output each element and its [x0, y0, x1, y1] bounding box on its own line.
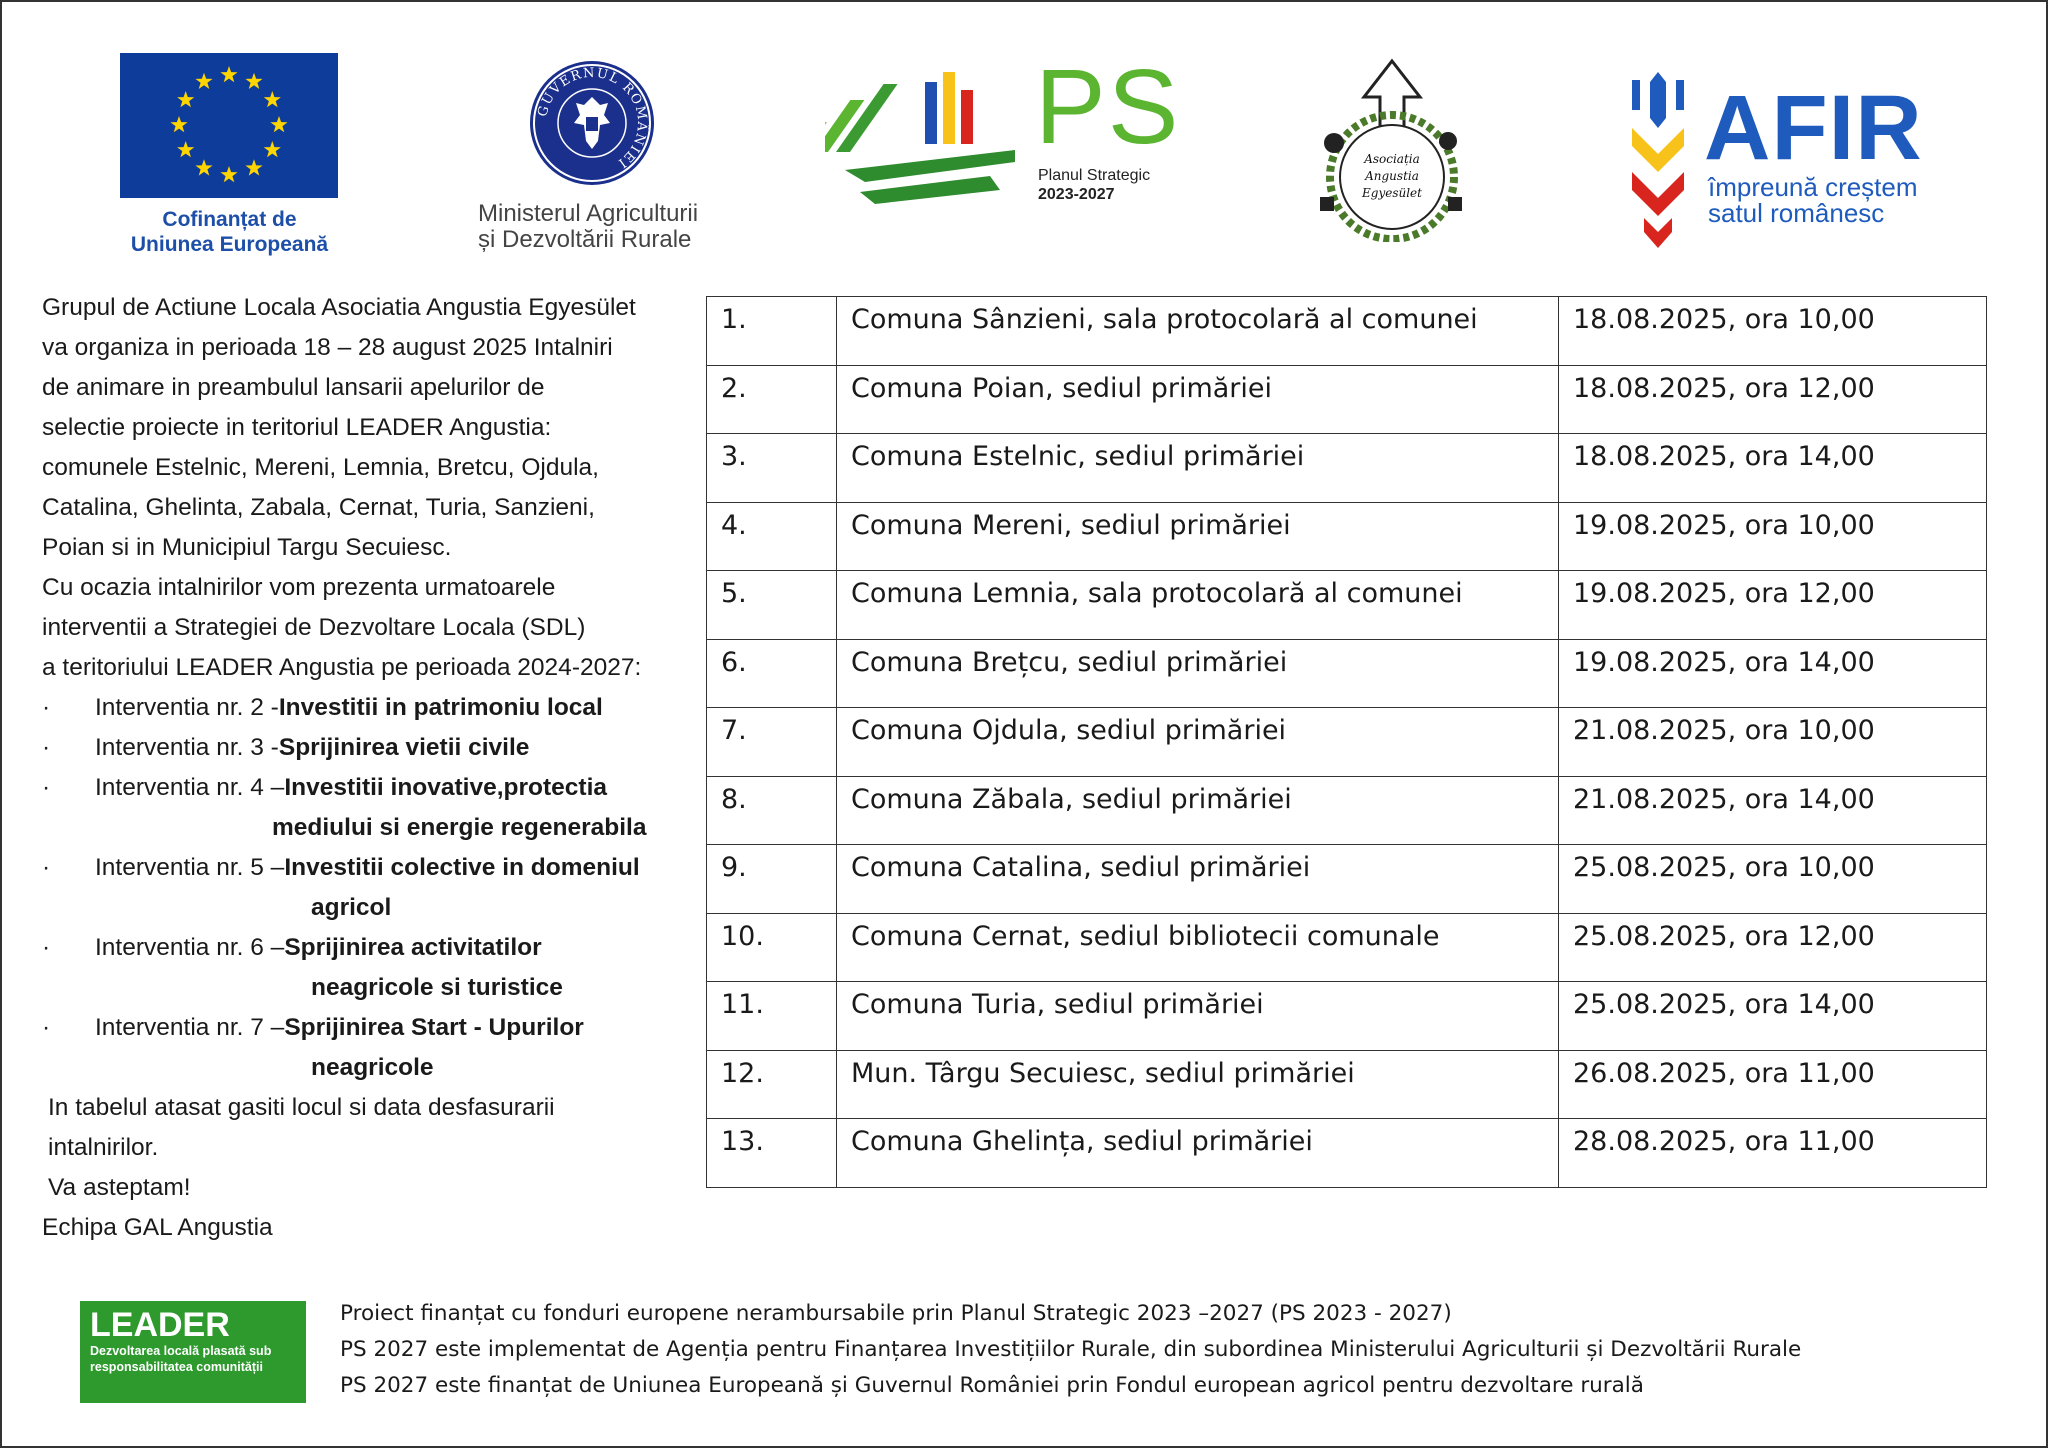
intro-line: va organiza in perioada 18 – 28 august 2025 Intalniri: [42, 334, 613, 361]
intro-line: comunele Estelnic, Mereni, Lemnia, Bretcu, Ojdula,: [42, 454, 599, 481]
seal-ring-text: GUVERNUL ROMÂNIEI: [535, 65, 650, 171]
schedule-row: [707, 297, 1987, 366]
leader-title: LEADER: [90, 1306, 230, 1344]
afir-name: AFIR: [1704, 77, 1923, 179]
intro-line: Cu ocazia intalnirilor vom prezenta urmatoarele: [42, 574, 556, 601]
schedule-row: [707, 1050, 1987, 1119]
funding-line: PS 2027 este implementat de Agenția pentru Finanțarea Investițiilor Rurale, din subordinea Ministerului Agriculturii și Dezvoltării Rurale: [340, 1337, 1802, 1362]
funding-statement: [340, 1296, 1801, 1404]
meeting-datetime: 28.08.2025, ora 11,00: [1559, 1119, 1987, 1188]
bullet: ·: [42, 854, 51, 881]
meeting-datetime: 25.08.2025, ora 12,00: [1559, 913, 1987, 982]
row-number: 3.: [707, 434, 837, 503]
intervention-number: Interventia nr. 4 –: [95, 774, 285, 801]
government-seal-logo: [528, 59, 656, 187]
meeting-datetime: 25.08.2025, ora 10,00: [1559, 845, 1987, 914]
eu-flag-logo: [120, 53, 338, 198]
eu-caption-line: Cofinanțat de: [162, 208, 297, 231]
meeting-location: Comuna Ojdula, sediul primăriei: [837, 708, 1559, 777]
afir-tagline-line: satul românesc: [1708, 198, 1885, 228]
intervention-number: Interventia nr. 5 –: [95, 854, 285, 881]
funding-line: Proiect finanțat cu fonduri europene nerambursabile prin Planul Strategic 2023 –2027 (PS 2023 - 2027): [340, 1301, 1452, 1326]
intervention-number: Interventia nr. 6 –: [95, 934, 285, 961]
meeting-datetime: 18.08.2025, ora 14,00: [1559, 434, 1987, 503]
meeting-datetime: 18.08.2025, ora 12,00: [1559, 365, 1987, 434]
intro-line: Poian si in Municipiul Targu Secuiesc.: [42, 534, 452, 561]
intro-line: de animare in preambulul lansarii apelurilor de: [42, 374, 545, 401]
row-number: 9.: [707, 845, 837, 914]
intervention-item: [42, 928, 702, 968]
eu-star-icon: [195, 73, 212, 89]
eu-star-icon: [270, 116, 287, 132]
meeting-datetime: 21.08.2025, ora 14,00: [1559, 776, 1987, 845]
meeting-datetime: 18.08.2025, ora 10,00: [1559, 297, 1987, 366]
schedule-row: [707, 845, 1987, 914]
ps-years: 2023-2027: [1038, 186, 1115, 203]
intervention-title-continued: mediului si energie regenerabila: [272, 814, 647, 841]
row-number: 13.: [707, 1119, 837, 1188]
ps-subtitle: [1038, 166, 1150, 204]
schedule-row: [707, 708, 1987, 777]
bullet: ·: [42, 694, 51, 721]
schedule-row: [707, 365, 1987, 434]
ministry-caption-line: și Dezvoltării Rurale: [478, 226, 692, 253]
assoc-name-line: Angustia: [1365, 169, 1419, 183]
meeting-location: Comuna Brețcu, sediul primăriei: [837, 639, 1559, 708]
meeting-location: Comuna Turia, sediul primăriei: [837, 982, 1559, 1051]
bullet: ·: [42, 774, 51, 801]
eu-star-icon: [177, 141, 194, 157]
closing-line: Va asteptam!: [48, 1174, 191, 1201]
afir-tagline-line: împreună creștem: [1708, 172, 1918, 202]
schedule-row: [707, 1119, 1987, 1188]
afir-emblem: [1630, 72, 1686, 248]
row-number: 2.: [707, 365, 837, 434]
meeting-datetime: 19.08.2025, ora 14,00: [1559, 639, 1987, 708]
meeting-schedule-table: [706, 296, 1987, 1188]
intervention-title: Sprijinirea Start - Upurilor: [284, 1014, 584, 1041]
intervention-item: [42, 688, 702, 728]
closing-line: intalnirilor.: [48, 1134, 159, 1161]
meeting-location: Comuna Poian, sediul primăriei: [837, 365, 1559, 434]
funding-line: PS 2027 este finanțat de Uniunea Europeană și Guvernul României prin Fondul european agricol pentru dezvoltare rurală: [340, 1373, 1644, 1398]
intro-line: interventii a Strategiei de Dezvoltare Locala (SDL): [42, 614, 586, 641]
meeting-location: Comuna Ghelința, sediul primăriei: [837, 1119, 1559, 1188]
ps-title: Planul Strategic: [1038, 167, 1151, 184]
eu-star-icon: [264, 141, 281, 157]
meeting-location: Comuna Cernat, sediul bibliotecii comunale: [837, 913, 1559, 982]
eu-star-icon: [177, 91, 194, 107]
meeting-datetime: 19.08.2025, ora 10,00: [1559, 502, 1987, 571]
meeting-location: Mun. Târgu Secuiesc, sediul primăriei: [837, 1050, 1559, 1119]
meeting-location: Comuna Zăbala, sediul primăriei: [837, 776, 1559, 845]
intervention-title-continued: agricol: [311, 894, 392, 921]
intro-line: Catalina, Ghelinta, Zabala, Cernat, Turia, Sanzieni,: [42, 494, 595, 521]
announcement-text: [42, 288, 702, 1248]
intervention-title: Investitii colective in domeniul: [284, 854, 640, 881]
row-number: 12.: [707, 1050, 837, 1119]
ministry-caption-line: Ministerul Agriculturii: [478, 200, 699, 227]
signature: Echipa GAL Angustia: [42, 1214, 273, 1241]
bullet: ·: [42, 934, 51, 961]
intervention-title-continued: neagricole: [311, 1054, 434, 1081]
row-number: 6.: [707, 639, 837, 708]
intervention-title: Investitii inovative,protectia: [284, 774, 608, 801]
eu-star-icon: [245, 159, 262, 175]
bullet: ·: [42, 1014, 51, 1041]
eu-caption-line: Uniunea Europeană: [130, 233, 329, 256]
meeting-datetime: 21.08.2025, ora 10,00: [1559, 708, 1987, 777]
leader-subtitle-line: Dezvoltarea locală plasată sub: [90, 1344, 272, 1358]
schedule-row: [707, 913, 1987, 982]
meeting-location: Comuna Estelnic, sediul primăriei: [837, 434, 1559, 503]
row-number: 8.: [707, 776, 837, 845]
intro-line: selectie proiecte in teritoriul LEADER Angustia:: [42, 414, 552, 441]
leader-subtitle-line: responsabilitatea comunității: [90, 1360, 263, 1374]
leader-subtitle: [90, 1343, 306, 1375]
intervention-number: Interventia nr. 3 -: [95, 734, 279, 761]
meeting-datetime: 26.08.2025, ora 11,00: [1559, 1050, 1987, 1119]
intervention-title: Investitii in patrimoniu local: [278, 694, 603, 721]
ministry-caption: [478, 201, 748, 253]
eu-star-icon: [170, 116, 187, 132]
bullet: ·: [42, 734, 51, 761]
schedule-row: [707, 571, 1987, 640]
intervention-number: Interventia nr. 7 –: [95, 1014, 285, 1041]
leader-logo: [80, 1301, 306, 1403]
eu-star-icon: [195, 159, 212, 175]
meeting-location: Comuna Sânzieni, sala protocolară al comunei: [837, 297, 1559, 366]
intervention-item: [42, 1008, 702, 1048]
afir-tagline: [1708, 174, 1918, 226]
row-number: 10.: [707, 913, 837, 982]
intro-line: Grupul de Actiune Locala Asociatia Angustia Egyesület: [42, 294, 636, 321]
schedule-row: [707, 639, 1987, 708]
intervention-item: [42, 728, 702, 768]
meeting-location: Comuna Mereni, sediul primăriei: [837, 502, 1559, 571]
meeting-datetime: 25.08.2025, ora 14,00: [1559, 982, 1987, 1051]
meeting-location: Comuna Catalina, sediul primăriei: [837, 845, 1559, 914]
row-number: 5.: [707, 571, 837, 640]
closing-line: In tabelul atasat gasiti locul si data desfasurarii: [48, 1094, 555, 1121]
eu-star-icon: [264, 91, 281, 107]
meeting-location: Comuna Lemnia, sala protocolară al comunei: [837, 571, 1559, 640]
intervention-title-continued: neagricole si turistice: [311, 974, 563, 1001]
ps-letters: PS: [1035, 48, 1181, 166]
eu-star-icon: [220, 66, 237, 82]
eu-cofinancing-caption: [72, 207, 387, 257]
schedule-row: [707, 434, 1987, 503]
intervention-number: Interventia nr. 2 -: [95, 694, 279, 721]
assoc-name-line: Egyesület: [1362, 186, 1422, 200]
assoc-name-line: Asociația: [1364, 152, 1420, 166]
schedule-row: [707, 776, 1987, 845]
eu-star-icon: [220, 166, 237, 182]
schedule-row: [707, 982, 1987, 1051]
intervention-title: Sprijinirea activitatilor: [284, 934, 542, 961]
row-number: 11.: [707, 982, 837, 1051]
intervention-item: [42, 848, 702, 888]
meeting-datetime: 19.08.2025, ora 12,00: [1559, 571, 1987, 640]
ps-strategic-plan-logo: [825, 62, 1020, 207]
row-number: 4.: [707, 502, 837, 571]
intro-line: a teritoriului LEADER Angustia pe perioada 2024-2027:: [42, 654, 642, 681]
intervention-title: Sprijinirea vietii civile: [278, 734, 530, 761]
eu-star-icon: [245, 73, 262, 89]
schedule-row: [707, 502, 1987, 571]
angustia-association-logo: [1308, 57, 1476, 242]
row-number: 1.: [707, 297, 837, 366]
intervention-item: [42, 768, 702, 808]
row-number: 7.: [707, 708, 837, 777]
